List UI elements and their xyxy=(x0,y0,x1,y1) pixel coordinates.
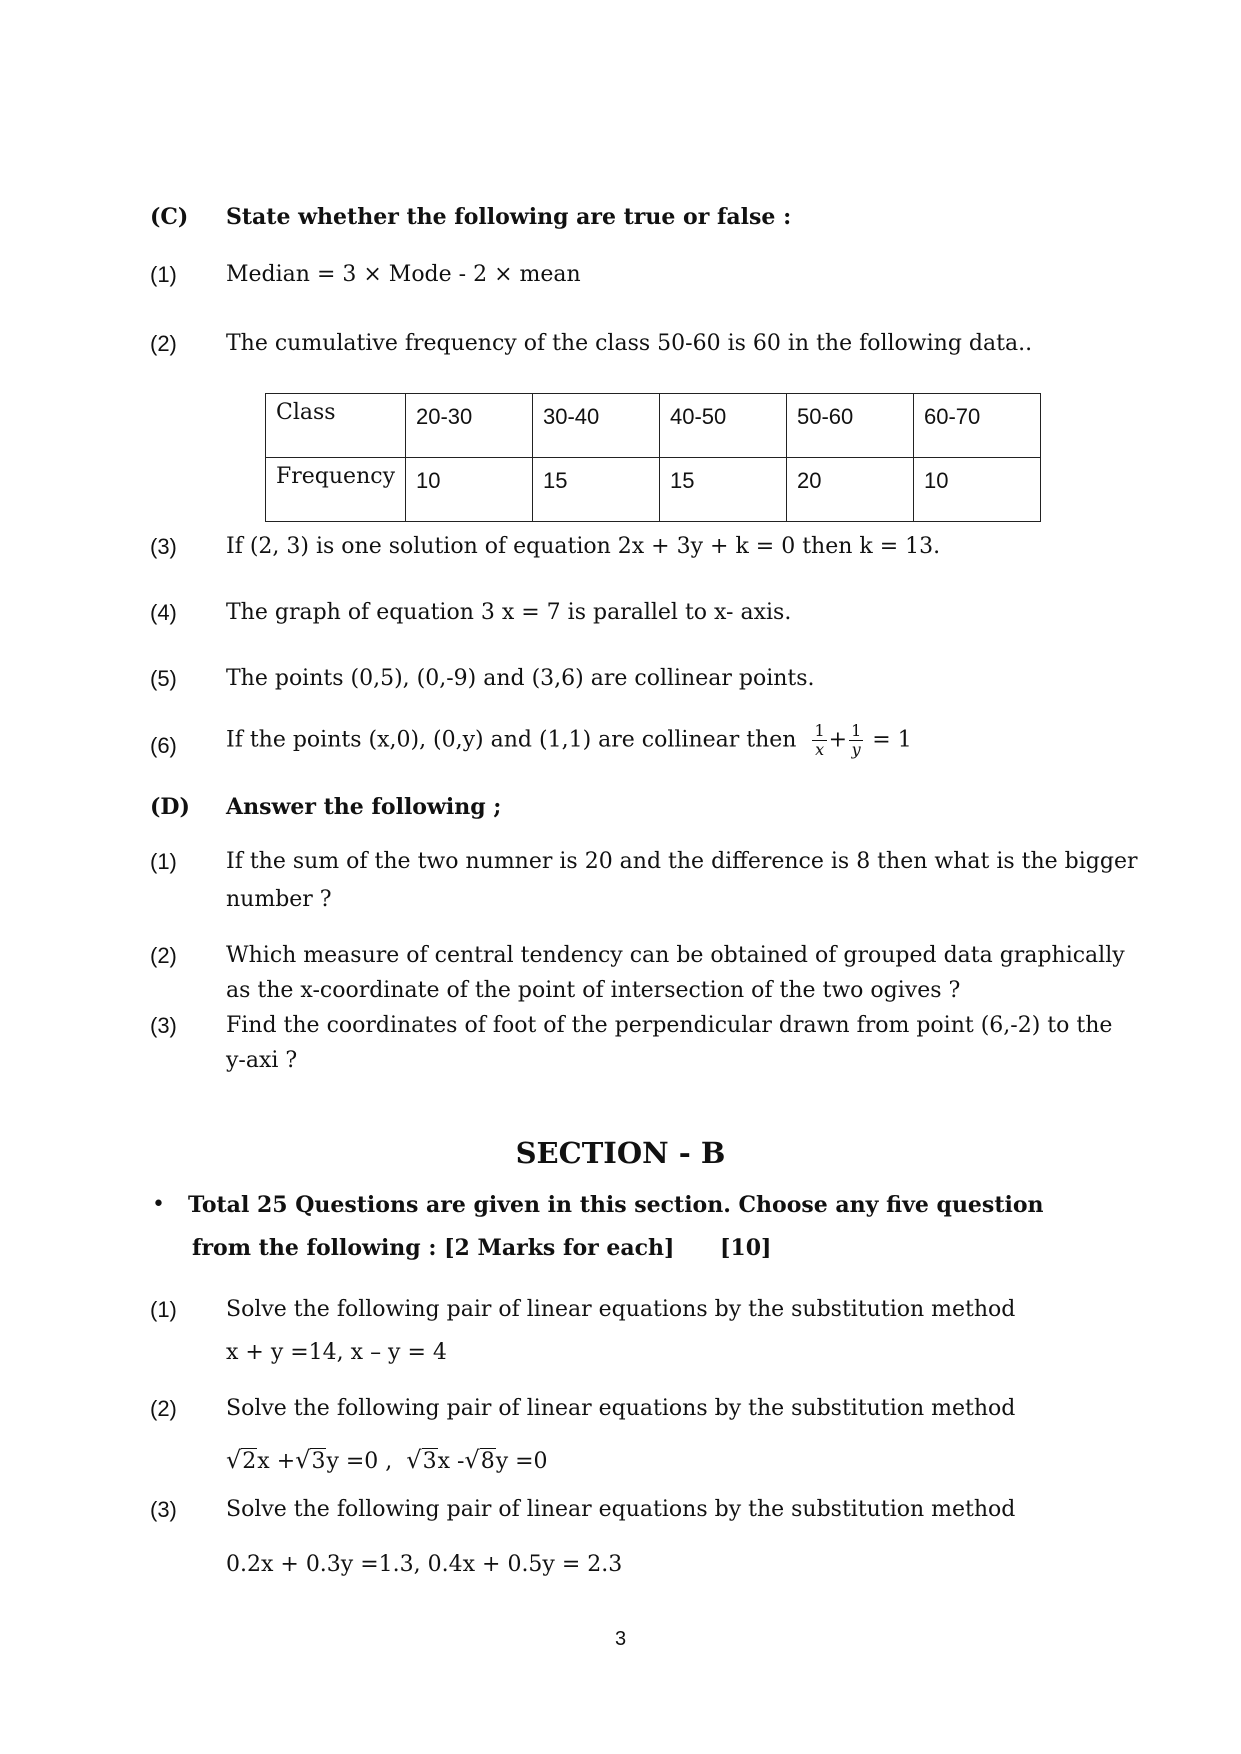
question-text: The points (0,5), (0,-9) and (3,6) are collinear points. xyxy=(226,666,815,691)
question-number: (2) xyxy=(150,943,177,968)
bullet-icon: • xyxy=(152,1192,165,1217)
section-b-instruction: Total 25 Questions are given in this section. Choose any five question xyxy=(188,1192,1044,1218)
sqrt-icon: √3 xyxy=(406,1446,437,1474)
question-text: The graph of equation 3 x = 7 is parallel to x- axis. xyxy=(226,600,792,625)
question-text: If the points (x,0), (0,y) and (1,1) are collinear then $\frac{1}{x}$ + $\frac{1}{y}$ = 1 xyxy=(226,721,912,759)
question-text: number ? xyxy=(226,887,332,912)
question-number: (3) xyxy=(150,534,177,559)
section-c-title: State whether the following are true or false : xyxy=(226,204,792,230)
question-number: (1) xyxy=(150,849,177,874)
question-text: as the x-coordinate of the point of intersection of the two ogives ? xyxy=(226,978,961,1003)
table-cell: 40-50 xyxy=(660,394,787,458)
question-number: (2) xyxy=(150,331,177,356)
section-b-marks: [10] xyxy=(720,1235,772,1261)
equation-rhs: = 1 xyxy=(872,727,912,753)
page-number: 3 xyxy=(614,1628,627,1650)
table-cell: 15 xyxy=(660,458,787,522)
table-row xyxy=(266,458,1041,522)
table-cell: Class xyxy=(266,394,406,458)
section-c-label: (C) xyxy=(150,204,189,230)
fraction: $\frac{1}{y}$ xyxy=(851,721,862,759)
table-cell: 30-40 xyxy=(533,394,660,458)
frequency-table xyxy=(265,393,1041,522)
table-cell: 60-70 xyxy=(914,394,1041,458)
question-number: (5) xyxy=(150,666,177,691)
sqrt-icon: √3 xyxy=(295,1446,326,1474)
section-b-heading: SECTION - B xyxy=(515,1136,726,1170)
question-number: (4) xyxy=(150,600,177,625)
question-number: (1) xyxy=(150,1297,177,1322)
question-number: (3) xyxy=(150,1013,177,1038)
equation: 0.2x + 0.3y =1.3, 0.4x + 0.5y = 2.3 xyxy=(226,1552,623,1577)
sqrt-icon: √2 xyxy=(226,1446,257,1474)
equation: √2x +√3y =0 , √3x -√8y =0 xyxy=(226,1446,548,1474)
question-text: y-axi ? xyxy=(226,1048,298,1073)
table-row xyxy=(266,394,1041,458)
question-text: Median = 3 × Mode - 2 × mean xyxy=(226,262,581,287)
section-d-title: Answer the following ; xyxy=(226,794,502,820)
question-text: Solve the following pair of linear equations by the substitution method xyxy=(226,1396,1016,1421)
equation: x + y =14, x – y = 4 xyxy=(226,1340,447,1365)
table-cell: 15 xyxy=(533,458,660,522)
sqrt-icon: √8 xyxy=(464,1446,495,1474)
section-d-label: (D) xyxy=(150,794,190,820)
question-text: Find the coordinates of foot of the perpendicular drawn from point (6,-2) to the xyxy=(226,1013,1113,1038)
table-cell: Frequency xyxy=(266,458,406,522)
question-number: (6) xyxy=(150,733,177,758)
table-cell: 10 xyxy=(406,458,533,522)
table-cell: 50-60 xyxy=(787,394,914,458)
question-text: Solve the following pair of linear equations by the substitution method xyxy=(226,1497,1016,1522)
question-text: Solve the following pair of linear equations by the substitution method xyxy=(226,1297,1016,1322)
question-number: (3) xyxy=(150,1497,177,1522)
table-cell: 20 xyxy=(787,458,914,522)
question-number: (2) xyxy=(150,1396,177,1421)
question-text: The cumulative frequency of the class 50-60 is 60 in the following data.. xyxy=(226,331,1033,356)
table-cell: 20-30 xyxy=(406,394,533,458)
question-text: If (2, 3) is one solution of equation 2x + 3y + k = 0 then k = 13. xyxy=(226,534,941,559)
question-number: (1) xyxy=(150,262,177,287)
question-text: If the sum of the two numner is 20 and the difference is 8 then what is the bigger xyxy=(226,849,1138,874)
section-b-instruction: from the following : [2 Marks for each] xyxy=(192,1235,675,1261)
question-text-main: If the points (x,0), (0,y) and (1,1) are collinear then xyxy=(226,727,797,753)
table-cell: 10 xyxy=(914,458,1041,522)
question-text: Which measure of central tendency can be obtained of grouped data graphically xyxy=(226,943,1125,968)
fraction: $\frac{1}{x}$ xyxy=(814,721,825,759)
